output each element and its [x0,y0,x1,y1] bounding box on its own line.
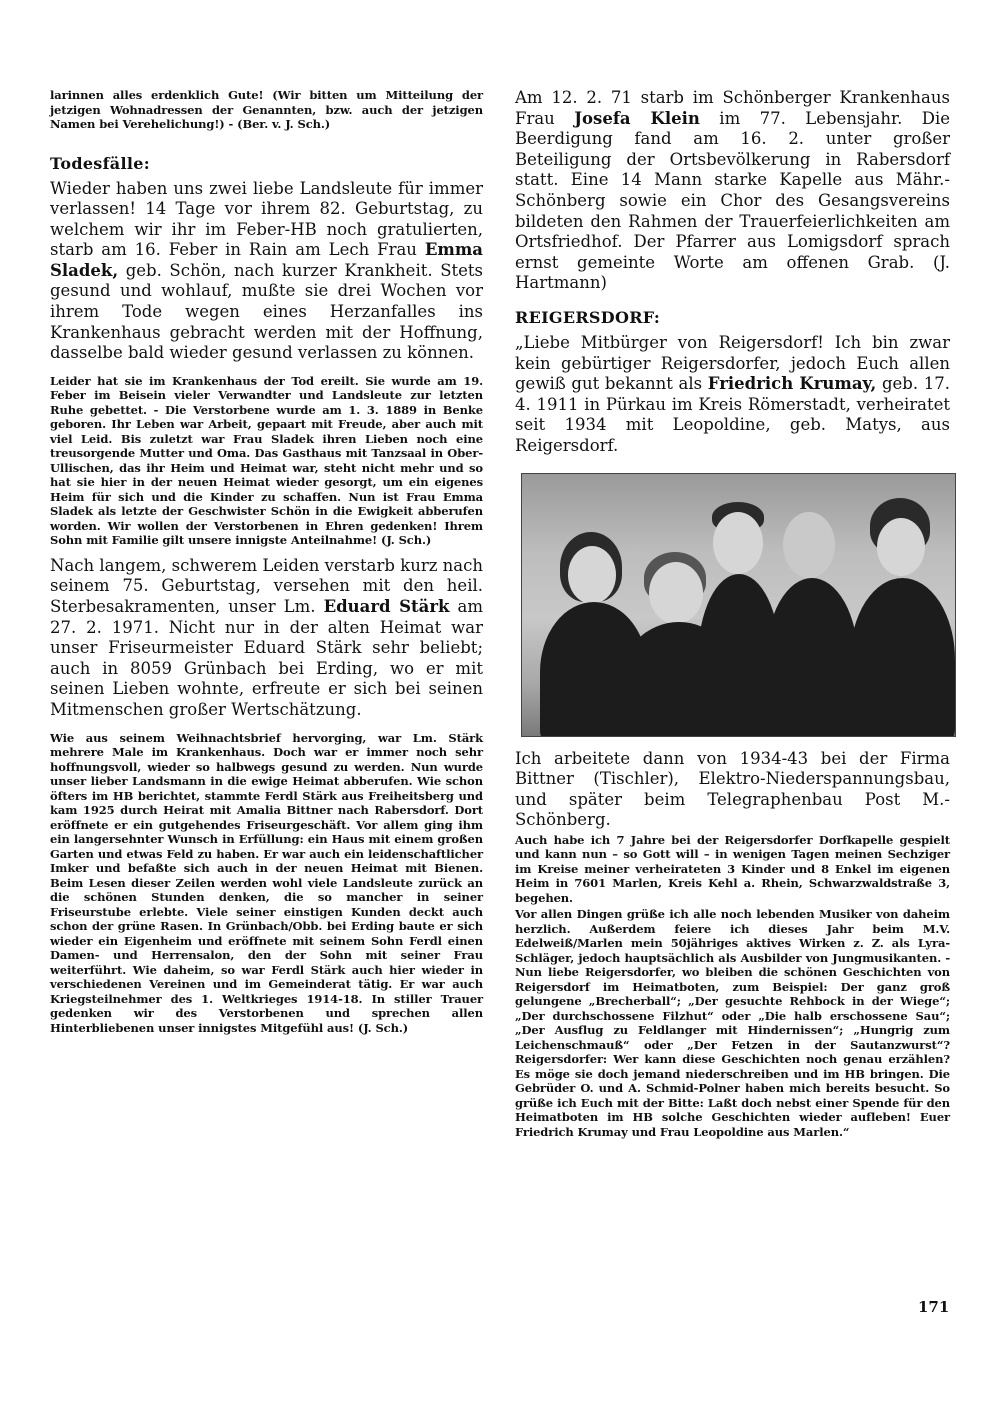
section-heading-todesfaelle: Todesfälle: [50,153,150,173]
person-name-emma-sladek: Emma Sladek, [50,240,483,280]
letter-krumay-text-b: geb. 17. 4. 1911 in Pürkau im Kreis Römerstadt, verheiratet seit 1934 mit Leopoldine, geb. Matys, aus Reigersdorf. [515,374,950,455]
person-name-friedrich-krumay: Friedrich Krumay, [707,374,877,394]
page-number: 171 [918,1298,950,1316]
obituary-klein-text-a: Am 12. 2. 71 starb im Schönberger Krankenhaus Frau [515,88,950,128]
person-name-josefa-klein: Josefa Klein [574,108,700,128]
obituary-sladek [50,179,483,364]
letter-krumay-family: Auch habe ich 7 Jahre bei der Reigersdorfer Dorfkapelle gespielt und kann nun – so Gott will – in wenigen Tagen meinen Sechziger im Kreise meiner verheirateten 3 Kinder und 8 Enkel im eigenen Heim in 7601 Marlen, Kreis Kehl a. Rhein, Schwarzwaldstraße 3, begehen. [515,832,950,905]
obituary-sladek-text-a: Wieder haben uns zwei liebe Landsleute für immer verlassen! 14 Tage vor ihrem 82. Geburtstag, zu welchem wir ihr im Feber-HB noch gratulierten, starb am 16. Feber in Rain am Lech Frau [50,178,483,260]
person-name-eduard-staerk: Eduard Stärk [323,597,450,617]
letter-krumay-stories: Vor allen Dingen grüße ich alle noch lebenden Musiker von daheim herzlich. Außerdem feiere ich dieses Jahr beim M.V. Edelweiß/Marlen mein 50jähriges aktives Wirken z. Z. als Lyra-Schläger, jedoch hauptsächlich als Ausbilder von Jungmusikanten. - Nun liebe Reigersdorfer, wo bleiben die schönen Geschichten von Reigersdorf im Heimatboten, zum Beispiel: Der ganz groß gelungene „Brecherball“; „Der gesuchte Rehbock in der Wiege“; „Der durchschossene Filzhut“ oder „Die halb erschossene Sau“; „Der Ausflug zu Feldlanger mit Hindernissen“; „Hungrig zum Leichenschmauß“ oder „Der Fetzen in der Sautanzwurst“? Reigersdorfer: Wer kann diese Geschichten noch genau erzählen? Es möge sie doch jemand niederschreiben und im HB bringen. Die Gebrüder O. und A. Schmid-Polner haben mich bereits besucht. So grüße ich Euch mit der Bitte: Laßt doch nebst einer Spende für den Heimatboten im HB solche Geschichten wieder aufleben! Euer Friedrich Krumay und Frau Leopoldine aus Marlen.“ [515,907,950,1139]
obituary-staerk [50,556,483,721]
intro-text: larinnen alles erdenklich Gute! (Wir bitten um Mitteilung der jetzigen Wohnadressen der Genannten, bzw. auch der jetzigen Namen bei Verehelichung!) - (Ber. v. J. Sch.) [50,88,483,131]
letter-krumay-text-a: „Liebe Mitbürger von Reigersdorf! Ich bin zwar kein gebürtiger Reigersdorfer, jedoch Euch allen gewiß gut bekannt als [515,332,950,394]
right-column [515,88,950,1139]
obituary-klein-text-b: im 77. Lebensjahr. Die Beerdigung fand am 16. 2. unter großer Beteiligung der Ortsbevölkerung in Rabersdorf statt. Eine 14 Mann starke Kapelle aus Mähr.-Schönberg sowie ein Chor des Gesangsvereins bildeten den Rahmen der Trauerfeierlichkeiten am Ortsfriedhof. Der Pfarrer aus Lomigsdorf sprach ernst gemeinte Worte am offenen Grab. (J. Hartmann) [515,108,950,293]
obituary-klein [515,88,950,294]
section-heading-reigersdorf: REIGERSDORF: [515,307,661,327]
obituary-staerk-text-a: Nach langem, schwerem Leiden verstarb kurz nach seinem 75. Geburtstag, versehen mit den heil. Sterbesakramenten, unser Lm. [50,555,483,617]
obituary-sladek-text-b: geb. Schön, nach kurzer Krankheit. Stets gesund und wohlauf, mußte sie drei Wochen vor ihrem Tode wegen eines Herzanfalles ins Krankenhaus gebracht werden mit der Hoffnung, dasselbe bald wieder gesund verlassen zu können. [50,260,483,363]
obituary-staerk-details: Wie aus seinem Weihnachtsbrief hervorging, war Lm. Stärk mehrere Male im Krankenhaus. Doch war er immer noch sehr hoffnungsvoll, wieder so halbwegs gesund zu werden. Nun wurde unser lieber Landsmann in die ewige Heimat abberufen. Wie schon öfters im HB berichtet, stammte Ferdl Stärk aus Freiheitsberg und kam 1925 durch Heirat mit Amalia Bittner nach Rabersdorf. Dort eröffnete er ein gutgehendes Friseurgeschäft. Vor allem ging ihm ein langersehnter Wunsch in Erfüllung: ein Haus mit einem großen Garten und etwas Feld zu haben. Er war auch ein leidenschaftlicher Imker und befaßte sich auch in der neuen Heimat mit Bienen. Beim Lesen dieser Zeilen werden wohl viele Landsleute zurück an die schönen Stunden denken, die so mancher in seiner Friseurstube erlebte. Viele seiner einstigen Kunden deckt auch schon der grüne Rasen. In Grünbach/Obb. bei Erding baute er sich wieder ein Eigenheim und eröffnete mit seinem Sohn Ferdl einen Damen- und Herrensalon, den der Sohn mit seiner Frau weiterführt. Wie daheim, so war Ferdl Stärk auch hier wieder in verschiedenen Vereinen und im Gemeinderat tätig. Er war auch Kriegsteilnehmer des 1. Weltkrieges 1914-18. In stiller Trauer gedenken wir des Verstorbenen und sprechen allen Hinterbliebenen unser innigstes Mitgefühl aus! (J. Sch.) [50,730,483,1035]
left-column [50,88,483,1035]
obituary-staerk-text-b: am 27. 2. 1971. Nicht nur in der alten Heimat war unser Friseurmeister Eduard Stärk sehr beliebt; auch in 8059 Grünbach bei Erding, wo er mit seinen Lieben wohnte, erfreute er sich bei seinen Mitmenschen großer Wertschätzung. [50,597,483,719]
letter-krumay-work: Ich arbeitete dann von 1934-43 bei der Firma Bittner (Tischler), Elektro-Niederspannungsbau, und später beim Telegraphenbau Post M.-Schönberg. [515,748,950,830]
letter-krumay-intro [515,333,950,457]
group-photo [521,473,956,737]
obituary-sladek-details: Leider hat sie im Krankenhaus der Tod ereilt. Sie wurde am 19. Feber im Beisein vieler Verwandter und Landsleute zur letzten Ruhe gebettet. - Die Verstorbene wurde am 1. 3. 1889 in Benke geboren. Ihr Leben war Arbeit, gepaart mit Freude, aber auch mit viel Leid. Bis zuletzt war Frau Sladek ihren Lieben noch eine treusorgende Mutter und Oma. Das Gasthaus mit Tanzsaal in Ober-Ullischen, das ihr Heim und Heimat war, steht nicht mehr und so hat sie hier in der neuen Heimat wieder gesorgt, um ein eigenes Heim für sich und die Kinder zu schaffen. Nun ist Frau Emma Sladek als letzte der Geschwister Schön in die Ewigkeit abberufen worden. Wir wollen der Verstorbenen in Ehren gedenken! Ihrem Sohn mit Familie gilt unsere innigste Anteilnahme! (J. Sch.) [50,373,483,548]
